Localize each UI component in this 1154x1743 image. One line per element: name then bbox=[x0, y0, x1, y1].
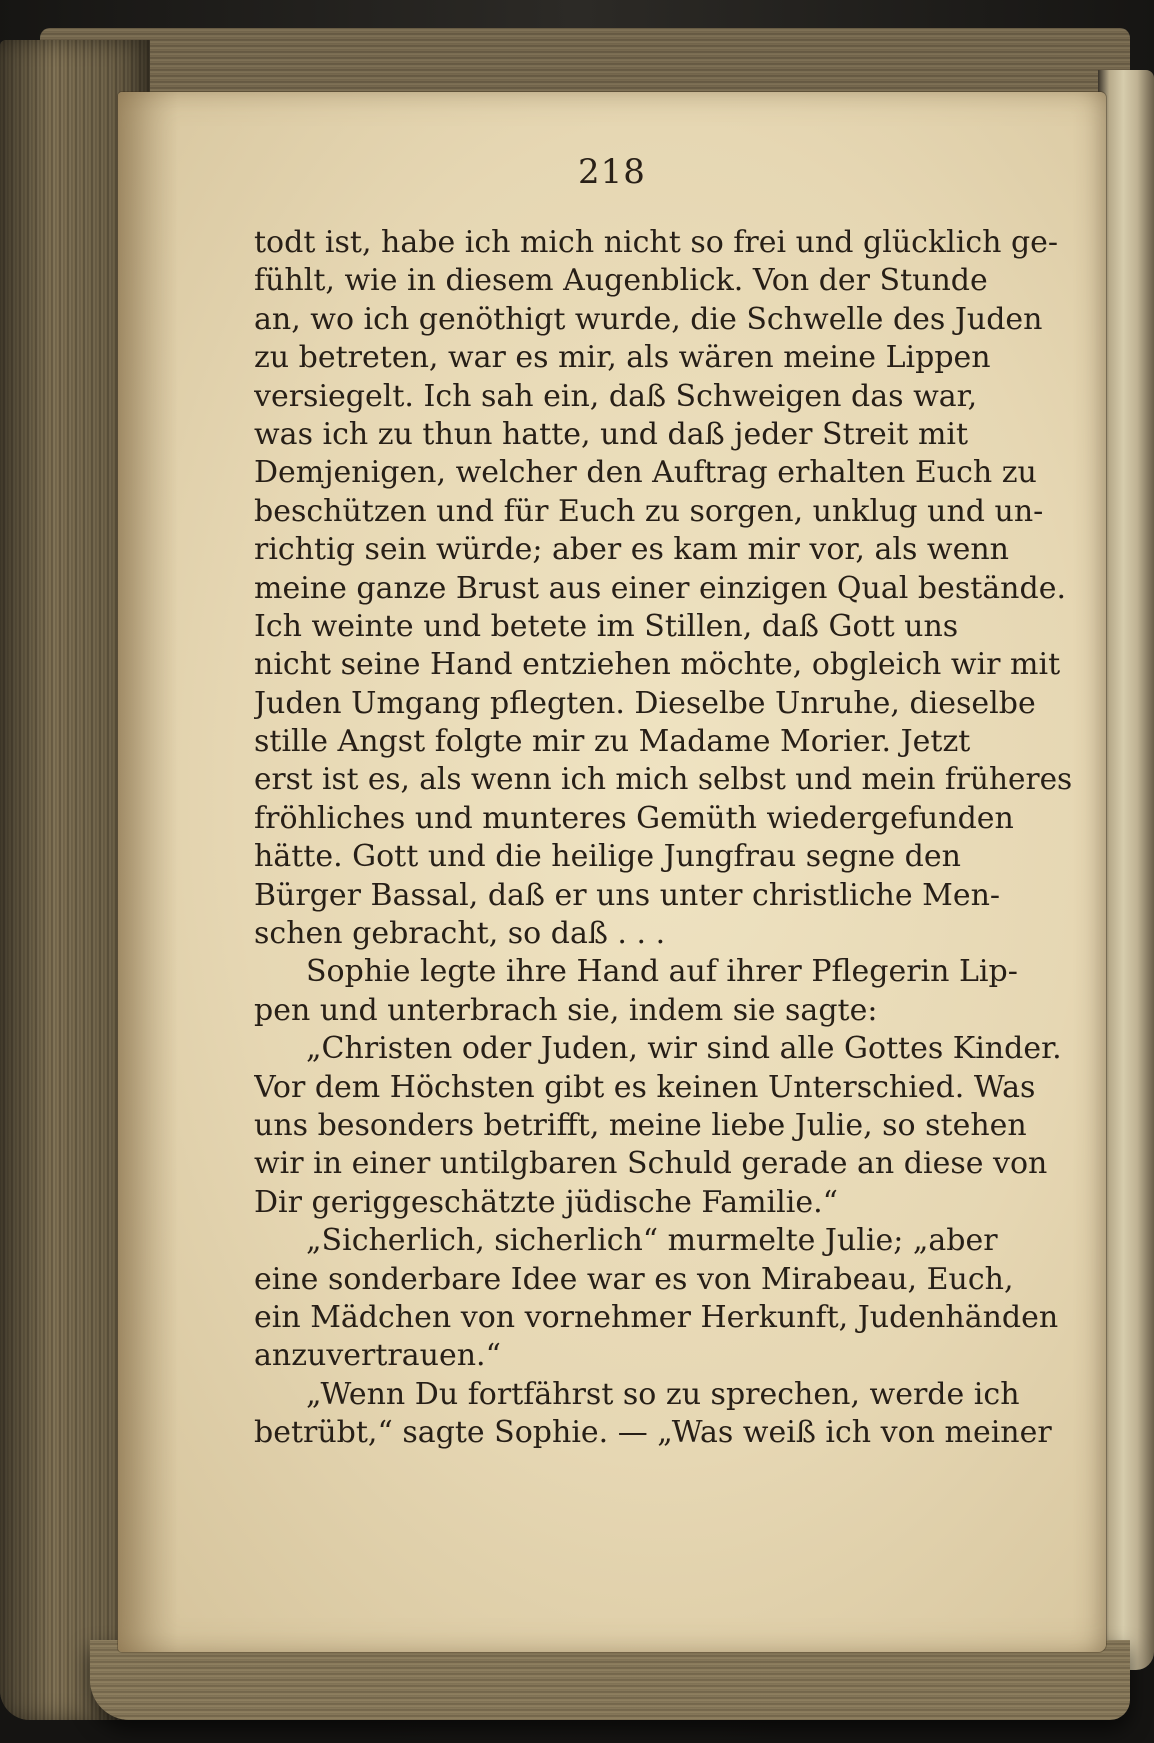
book-top-edge bbox=[40, 28, 1130, 98]
text-line: betrübt,“ sagte Sophie. — „Was weiß ich von meiner bbox=[254, 1415, 1052, 1451]
book-right-page-edges bbox=[1098, 70, 1154, 1670]
text-line: Ich weinte und betete im Stillen, daß Gott uns bbox=[254, 608, 959, 644]
page-number: 218 bbox=[578, 152, 646, 192]
text-line: wir in einer untilgbaren Schuld gerade an diese von bbox=[254, 1146, 1048, 1182]
text-line: schen gebracht, so daß . . . bbox=[254, 916, 666, 952]
text-line: versiegelt. Ich sah ein, daß Schweigen das war, bbox=[254, 378, 978, 414]
text-line: fühlt, wie in diesem Augenblick. Von der Stunde bbox=[254, 263, 988, 299]
book-bottom-edge bbox=[90, 1640, 1130, 1720]
text-line: „Sicherlich, sicherlich“ murmelte Julie; „aber bbox=[306, 1223, 998, 1259]
text-line: nicht seine Hand entziehen möchte, obgleich wir mit bbox=[254, 647, 1061, 683]
text-line: an, wo ich genöthigt wurde, die Schwelle des Juden bbox=[254, 301, 1043, 337]
text-line: ein Mädchen von vornehmer Herkunft, Judenhänden bbox=[254, 1299, 1059, 1335]
text-line: Bürger Bassal, daß er uns unter christliche Men- bbox=[254, 877, 1001, 913]
text-line: „Wenn Du fortfährst so zu sprechen, werde ich bbox=[306, 1376, 1020, 1412]
text-line: Sophie legte ihre Hand auf ihrer Pflegerin Lip- bbox=[306, 954, 1018, 990]
text-line: todt ist, habe ich mich nicht so frei und glücklich ge- bbox=[254, 225, 1059, 260]
text-line: richtig sein würde; aber es kam mir vor, als wenn bbox=[254, 532, 1009, 568]
text-line: eine sonderbare Idee war es von Mirabeau, Euch, bbox=[254, 1261, 1014, 1297]
text-line: Vor dem Höchsten gibt es keinen Unterschied. Was bbox=[254, 1069, 1036, 1105]
text-line: erst ist es, als wenn ich mich selbst und mein früheres bbox=[254, 762, 1072, 798]
text-line: beschützen und für Euch zu sorgen, unklug und un- bbox=[254, 493, 1044, 529]
page-body-text bbox=[254, 224, 1072, 1453]
text-line: Demjenigen, welcher den Auftrag erhalten Euch zu bbox=[254, 455, 1037, 491]
text-line: „Christen oder Juden, wir sind alle Gottes Kinder. bbox=[306, 1031, 1062, 1067]
text-line: zu betreten, war es mir, als wären meine Lippen bbox=[254, 340, 991, 376]
book-page bbox=[118, 92, 1106, 1652]
text-line: Dir geriggeschätzte jüdische Familie.“ bbox=[254, 1184, 838, 1220]
text-line: fröhliches und munteres Gemüth wiedergefunden bbox=[254, 800, 1014, 836]
text-line: stille Angst folgte mir zu Madame Morier. Jetzt bbox=[254, 724, 971, 760]
text-line: uns besonders betrifft, meine liebe Julie, so stehen bbox=[254, 1107, 1027, 1143]
text-line: was ich zu thun hatte, und daß jeder Streit mit bbox=[254, 416, 969, 452]
text-line: meine ganze Brust aus einer einzigen Qual bestände. bbox=[254, 570, 1066, 606]
text-line: hätte. Gott und die heilige Jungfrau segne den bbox=[254, 839, 961, 875]
text-line: pen und unterbrach sie, indem sie sagte: bbox=[254, 992, 878, 1028]
text-line: Juden Umgang pflegten. Dieselbe Unruhe, dieselbe bbox=[254, 685, 1036, 721]
text-line: anzuvertrauen.“ bbox=[254, 1338, 501, 1374]
